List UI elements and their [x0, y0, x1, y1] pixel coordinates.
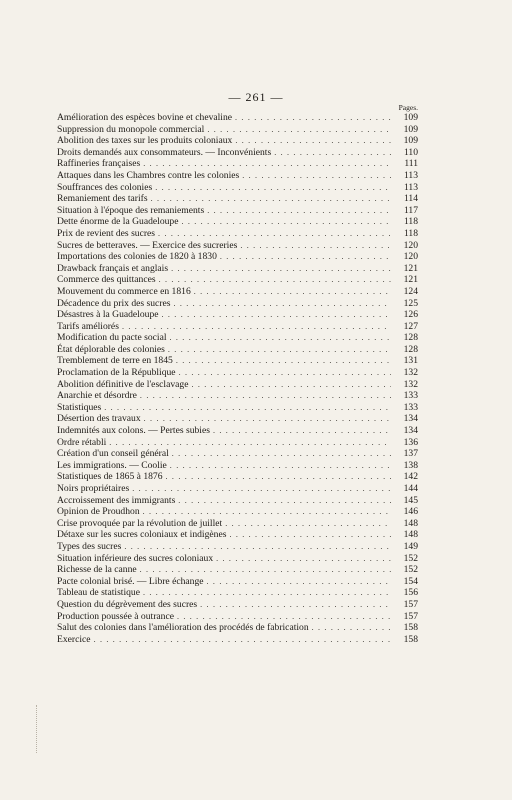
toc-entry [57, 483, 418, 495]
dot-leader [191, 379, 391, 391]
toc-entry-page: 137 [403, 448, 418, 460]
toc-entry-page: 111 [404, 158, 418, 170]
dot-leader [220, 251, 391, 263]
toc-entry-page: 124 [403, 285, 418, 297]
toc-entry [57, 541, 418, 553]
dot-leader [178, 495, 391, 507]
toc-entry-title: Prix de revient des sucres [57, 227, 156, 239]
dot-leader [213, 425, 391, 437]
toc-entry-page: 132 [403, 367, 418, 379]
dot-leader [177, 611, 391, 623]
dot-leader [171, 263, 391, 275]
toc-entry [57, 355, 418, 367]
toc-entry [57, 112, 418, 124]
dot-leader [124, 541, 391, 553]
toc-entry [57, 448, 418, 460]
dot-leader [312, 622, 391, 634]
toc-entry [57, 170, 418, 182]
toc-entry-page: 113 [403, 169, 418, 181]
toc-entry [57, 413, 418, 425]
dot-leader [207, 576, 391, 588]
dot-leader [274, 147, 391, 159]
toc-entry [57, 286, 418, 298]
toc-entry-title: Souffrances des colonies [57, 181, 153, 193]
toc-entry-title: Situation inférieure des sucres coloniaux [57, 552, 214, 564]
toc-entry [57, 251, 418, 263]
toc-entry [57, 611, 418, 623]
dot-leader [140, 564, 391, 576]
toc-entry-title: Modification du pacte social [57, 332, 167, 344]
toc-entry-title: Statistiques de 1865 à 1876 [57, 471, 163, 483]
toc-entry [57, 390, 418, 402]
dot-leader [240, 240, 391, 252]
toc-entry-title: Désastres à la Guadeloupe [57, 309, 159, 321]
dot-leader [225, 518, 391, 530]
toc-entry-page: 142 [403, 471, 418, 483]
toc-entry-title: Drawback français et anglais [57, 262, 169, 274]
toc-entry-title: Tableau de statistique [57, 587, 140, 599]
toc-entry [57, 564, 418, 576]
toc-entry-title: Ordre rétabli [57, 436, 107, 448]
toc-entry [57, 274, 418, 286]
toc-entry-title: Abolition des taxes sur les produits coloniaux [57, 135, 233, 147]
toc-entry-page: 157 [403, 598, 418, 610]
toc-entry [57, 437, 418, 449]
toc-entry [57, 344, 418, 356]
toc-entry-page: 128 [403, 332, 418, 344]
toc-entry-page: 145 [403, 494, 418, 506]
dot-leader [155, 182, 391, 194]
dot-leader [109, 437, 391, 449]
dot-leader [143, 506, 391, 518]
dot-leader [207, 124, 391, 136]
toc-entry [57, 182, 418, 194]
toc-entry-page: 152 [403, 552, 418, 564]
toc-entry-page: 133 [403, 390, 418, 402]
toc-entry [57, 379, 418, 391]
toc-entry [57, 471, 418, 483]
toc-entry-title: Indemnités aux colons. — Pertes subies [57, 425, 210, 437]
toc-entry [57, 135, 418, 147]
toc-entry-page: 121 [403, 262, 418, 274]
margin-mark [36, 705, 43, 753]
dot-leader [151, 193, 391, 205]
dot-leader [162, 309, 392, 321]
toc-entry-page: 133 [403, 401, 418, 413]
toc-entry [57, 216, 418, 228]
toc-entry-page: 136 [403, 436, 418, 448]
pages-column-label: Pages. [398, 103, 418, 112]
toc-entry [57, 587, 418, 599]
toc-entry [57, 634, 418, 646]
dot-leader [94, 634, 391, 646]
toc-entry-title: Proclamation de la République [57, 367, 176, 379]
toc-entry [57, 518, 418, 530]
dot-leader [170, 460, 391, 472]
dot-leader [140, 390, 391, 402]
dot-leader [144, 413, 391, 425]
table-of-contents [57, 112, 418, 645]
toc-entry-title: Richesse de la canne [57, 564, 137, 576]
toc-entry-title: Création d'un conseil général [57, 448, 169, 460]
toc-entry-title: Accroissement des immigrants [57, 494, 176, 506]
toc-entry-title: Désertion des travaux [57, 413, 141, 425]
toc-entry-title: Détaxe sur les sucres coloniaux et indigènes [57, 529, 227, 541]
dot-leader [207, 205, 391, 217]
toc-entry-page: 134 [403, 425, 418, 437]
toc-entry-page: 152 [403, 564, 418, 576]
toc-entry-title: Commerce des quittances [57, 274, 156, 286]
dot-leader [176, 355, 391, 367]
toc-entry [57, 240, 418, 252]
dot-leader [216, 553, 391, 565]
dot-leader [173, 298, 391, 310]
toc-entry-title: Amélioration des espèces bovine et chevaline [57, 112, 233, 123]
toc-entry-page: 110 [403, 146, 418, 158]
toc-entry [57, 529, 418, 541]
dot-leader [242, 170, 391, 182]
toc-entry-title: Opinion de Proudhon [57, 506, 140, 518]
toc-entry [57, 205, 418, 217]
toc-entry [57, 402, 418, 414]
dot-leader [170, 332, 392, 344]
toc-entry-page: 132 [403, 378, 418, 390]
toc-entry-title: Crise provoquée par la révolution de juillet [57, 517, 223, 529]
toc-entry-title: État déplorable des colonies [57, 343, 165, 355]
page-number: — 261 — [228, 90, 284, 104]
toc-entry-page: 134 [403, 413, 418, 425]
toc-entry-page: 109 [403, 123, 418, 135]
toc-entry-page: 138 [403, 459, 418, 471]
dot-leader [158, 228, 391, 240]
toc-entry [57, 309, 418, 321]
toc-entry-title: Production poussée à outrance [57, 610, 174, 622]
dot-leader [122, 321, 391, 333]
dot-leader [235, 135, 391, 147]
toc-entry-page: 120 [403, 251, 418, 263]
toc-entry-page: 127 [403, 320, 418, 332]
toc-entry-page: 156 [403, 587, 418, 599]
toc-entry-title: Exercice [57, 633, 91, 645]
toc-entry-page: 144 [403, 483, 418, 494]
toc-entry-page: 148 [403, 529, 418, 541]
toc-entry [57, 147, 418, 159]
toc-entry-title: Remaniement des tarifs [57, 193, 148, 205]
toc-entry-title: Anarchie et désordre [57, 390, 137, 402]
toc-entry-page: 146 [403, 506, 418, 518]
toc-entry-title: Dette énorme de la Guadeloupe [57, 216, 179, 228]
toc-entry-page: 118 [403, 216, 418, 228]
toc-entry-title: Abolition définitive de l'esclavage [57, 378, 189, 390]
dot-leader [235, 112, 391, 124]
toc-entry [57, 622, 418, 634]
toc-entry-page: 113 [403, 181, 418, 193]
toc-entry-page: 125 [403, 297, 418, 309]
toc-entry-title: Situation à l'époque des remaniements [57, 204, 205, 216]
toc-entry-page: 121 [403, 274, 418, 286]
toc-entry-title: Types des sucres [57, 540, 122, 552]
toc-entry-title: Statistiques [57, 401, 102, 413]
toc-entry-title: Tremblement de terre en 1845 [57, 355, 173, 367]
toc-entry [57, 506, 418, 518]
dot-leader [172, 448, 391, 460]
toc-entry-page: 154 [403, 575, 418, 587]
toc-entry [57, 158, 418, 170]
toc-entry-title: Suppression du monopole commercial [57, 123, 205, 135]
toc-entry-page: 109 [403, 135, 418, 147]
toc-entry-title: Raffineries françaises [57, 158, 141, 170]
toc-entry-page: 157 [403, 610, 418, 622]
dot-leader [194, 286, 391, 298]
toc-entry-title: Question du dégrèvement des sucres [57, 598, 198, 610]
toc-entry-page: 117 [403, 204, 418, 216]
toc-entry [57, 193, 418, 205]
toc-entry-title: Salut des colonies dans l'amélioration des procédés de fabrication [57, 622, 309, 634]
toc-entry-page: 114 [403, 193, 418, 205]
toc-entry-page: 158 [403, 622, 418, 634]
toc-entry-title: Noirs propriétaires [57, 483, 130, 494]
dot-leader [143, 587, 391, 599]
toc-entry [57, 553, 418, 565]
toc-entry-page: 158 [403, 633, 418, 645]
toc-entry [57, 367, 418, 379]
toc-entry [57, 599, 418, 611]
dot-leader [104, 402, 391, 414]
toc-entry-page: 149 [403, 540, 418, 552]
dot-leader [143, 158, 391, 170]
toc-entry-title: Décadence du prix des sucres [57, 297, 171, 309]
dot-leader [181, 216, 391, 228]
toc-entry [57, 460, 418, 472]
toc-entry [57, 321, 418, 333]
dot-leader [200, 599, 391, 611]
toc-entry-title: Mouvement du commerce en 1816 [57, 285, 191, 297]
toc-entry-title: Les immigrations. — Coolie [57, 459, 167, 471]
toc-entry-page: 120 [403, 239, 418, 251]
dot-leader [166, 471, 391, 483]
dot-leader [229, 529, 391, 541]
toc-entry-page: 118 [403, 227, 418, 239]
toc-entry [57, 298, 418, 310]
toc-entry-title: Pacte colonial brisé. — Libre échange [57, 575, 204, 587]
toc-entry-title: Tarifs améliorés [57, 320, 119, 332]
toc-entry-title: Attaques dans les Chambres contre les colonies [57, 169, 240, 181]
toc-entry-page: 128 [403, 343, 418, 355]
toc-entry [57, 425, 418, 437]
dot-leader [168, 344, 391, 356]
toc-entry [57, 332, 418, 344]
toc-entry [57, 263, 418, 275]
toc-entry-page: 109 [403, 112, 418, 123]
toc-entry-page: 148 [403, 517, 418, 529]
toc-entry [57, 228, 418, 240]
toc-entry [57, 495, 418, 507]
toc-entry-title: Sucres de betteraves. — Exercice des sucreries [57, 239, 238, 251]
toc-entry-title: Importations des colonies de 1820 à 1830 [57, 251, 217, 263]
dot-leader [159, 274, 391, 286]
toc-entry-title: Droits demandés aux consommateurs. — Inconvénients [57, 146, 272, 158]
toc-entry [57, 576, 418, 588]
toc-entry [57, 124, 418, 136]
toc-entry-page: 131 [403, 355, 418, 367]
dot-leader [132, 483, 391, 495]
dot-leader [179, 367, 391, 379]
toc-entry-page: 126 [403, 309, 418, 321]
